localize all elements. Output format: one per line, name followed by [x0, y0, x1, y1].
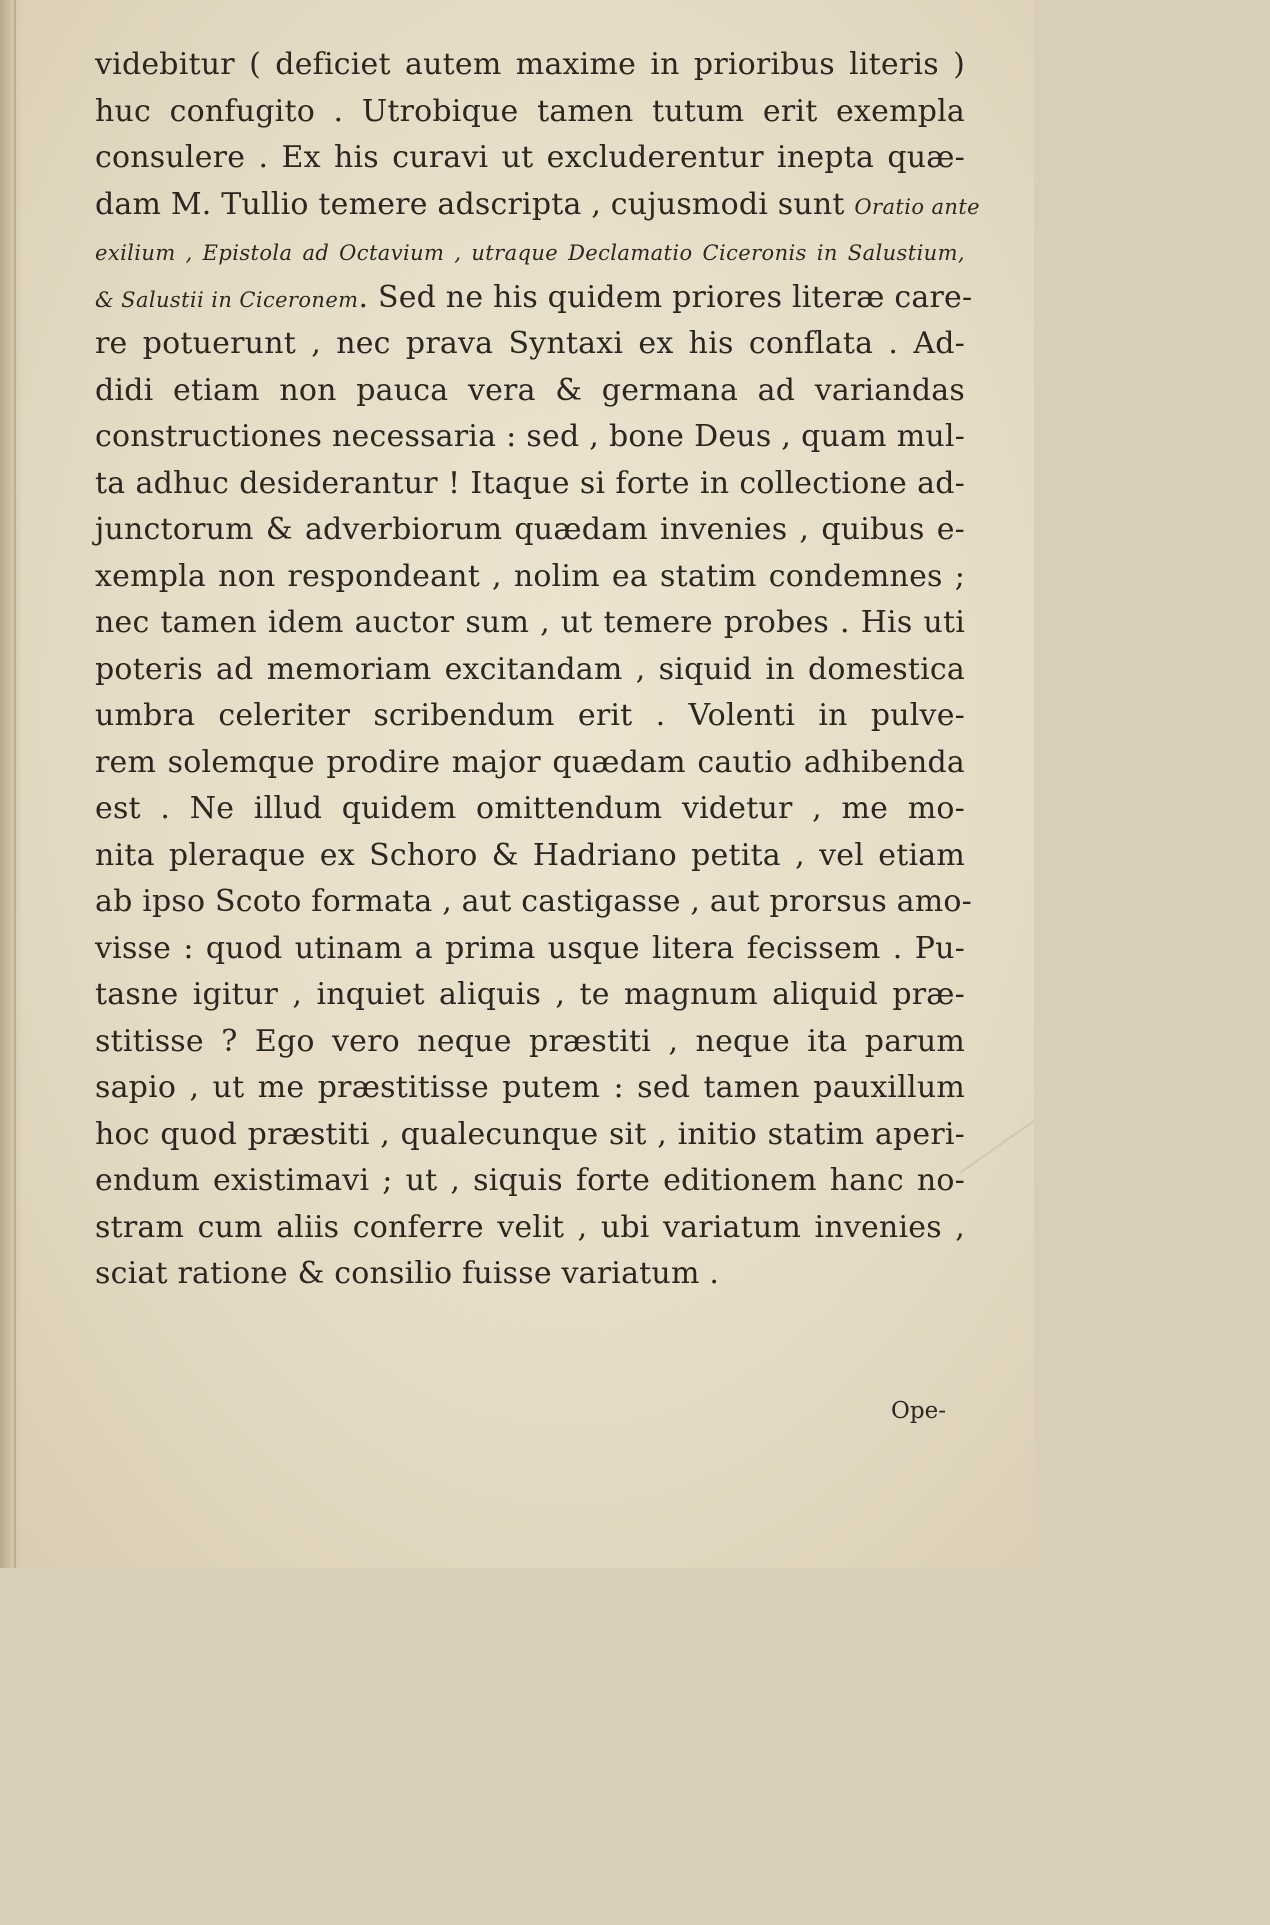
- text-line: [95, 1205, 965, 1252]
- italic-text-segment: Oratio ante: [854, 194, 980, 219]
- text-segment: didi etiam non pauca vera & germana ad variandas: [95, 372, 965, 408]
- body-text: [95, 42, 980, 1298]
- binding-gutter: [0, 0, 22, 1568]
- text-line: [95, 507, 965, 554]
- text-line: [95, 972, 965, 1019]
- catchword: Ope-: [891, 1398, 946, 1424]
- text-line: [95, 461, 965, 508]
- text-line: [95, 1112, 965, 1159]
- text-line: [95, 600, 965, 647]
- text-segment: stram cum aliis conferre velit , ubi variatum invenies ,: [95, 1209, 965, 1245]
- text-line: [95, 879, 972, 926]
- text-line: [95, 693, 965, 740]
- text-segment: ta adhuc desiderantur ! Itaque si forte in collectione ad-: [95, 465, 965, 501]
- binding-edge: [14, 0, 16, 1568]
- text-line: [95, 647, 965, 694]
- text-segment: constructiones necessaria : sed , bone Deus , quam mul-: [95, 419, 965, 454]
- text-segment: est . Ne illud quidem omittendum videtur , me mo-: [95, 791, 965, 826]
- text-segment: junctorum & adverbiorum quædam invenies , quibus e-: [95, 512, 965, 547]
- text-segment: videbitur ( deficiet autem maxime in prioribus literis ): [95, 47, 965, 82]
- text-line: [95, 926, 965, 973]
- paper-crease: [960, 1120, 1034, 1173]
- text-segment: re potuerunt , nec prava Syntaxi ex his conflata . Ad-: [95, 326, 965, 361]
- text-segment: umbra celeriter scribendum erit . Volenti in pulve-: [95, 698, 965, 733]
- text-segment: hoc quod præstiti , qualecunque sit , initio statim aperi-: [95, 1116, 965, 1152]
- text-segment: nec tamen idem auctor sum , ut temere probes . His uti: [95, 605, 965, 640]
- italic-text-segment: exilium , Epistola ad Octavium , utraque Declamatio Ciceronis in Salustium,: [95, 241, 965, 265]
- text-segment: sciat ratione & consilio fuisse variatum .: [95, 1256, 720, 1291]
- text-line: [95, 786, 965, 833]
- text-segment: visse : quod utinam a prima usque litera fecissem . Pu-: [95, 930, 965, 966]
- text-line: [95, 1019, 965, 1066]
- text-segment: ab ipso Scoto formata , aut castigasse , aut prorsus amo-: [95, 884, 972, 919]
- text-segment: endum existimavi ; ut , siquis forte editionem hanc no-: [95, 1163, 965, 1198]
- text-line: [95, 1065, 965, 1112]
- text-line: [95, 275, 973, 322]
- text-line: [95, 1251, 965, 1298]
- text-segment: stitisse ? Ego vero neque præstiti , neque ita parum: [95, 1023, 965, 1059]
- text-line: [95, 321, 965, 368]
- text-line: [95, 740, 965, 787]
- text-segment: sapio , ut me præstitisse putem : sed tamen pauxillum: [95, 1070, 965, 1105]
- text-segment: xempla non respondeant , nolim ea statim condemnes ;: [95, 558, 965, 594]
- text-line: [95, 182, 980, 229]
- text-line: [95, 228, 965, 275]
- text-segment: huc confugito . Utrobique tamen tutum erit exempla: [95, 93, 965, 129]
- text-line: [95, 833, 965, 880]
- text-line: [95, 42, 965, 89]
- text-line: [95, 368, 965, 415]
- text-line: [95, 89, 965, 136]
- text-line: [95, 1158, 965, 1205]
- text-segment: nita pleraque ex Schoro & Hadriano petita , vel etiam: [95, 837, 965, 873]
- text-segment: rem solemque prodire major quædam cautio adhibenda: [95, 744, 965, 780]
- text-segment: poteris ad memoriam excitandam , siquid in domestica: [95, 651, 965, 687]
- text-line: [95, 135, 965, 182]
- text-segment: dam M. Tullio temere adscripta , cujusmodi sunt: [95, 186, 855, 222]
- text-line: [95, 554, 965, 601]
- text-segment: consulere . Ex his curavi ut excluderentur inepta quæ-: [95, 140, 965, 175]
- text-segment: tasne igitur , inquiet aliquis , te magnum aliquid præ-: [95, 977, 965, 1012]
- text-line: [95, 414, 965, 461]
- italic-text-segment: & Salustii in Ciceronem: [95, 287, 359, 312]
- text-segment: . Sed ne his quidem priores literæ care-: [358, 279, 973, 315]
